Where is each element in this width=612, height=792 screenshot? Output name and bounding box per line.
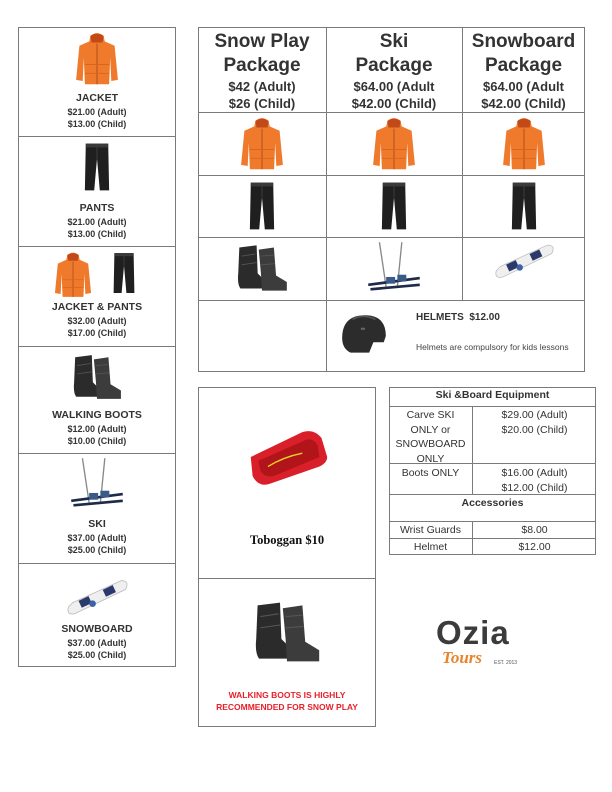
price-adult: $16.00 (Adult) bbox=[501, 467, 568, 479]
boots-image bbox=[235, 241, 289, 295]
snowboard-image bbox=[492, 238, 556, 282]
item-line: ONLY bbox=[416, 452, 445, 465]
logo-sub: Tours bbox=[442, 648, 483, 667]
package-header-snowboard bbox=[462, 30, 585, 112]
package-price-adult: $64.00 (Adult bbox=[483, 79, 564, 94]
package-price-child: $26 (Child) bbox=[228, 96, 296, 111]
item-price-child: $25.00 (Child) bbox=[67, 650, 127, 660]
boots-recommendation bbox=[198, 689, 376, 713]
helmets-title bbox=[416, 312, 500, 323]
item-label: WALKING BOOTS bbox=[52, 409, 142, 421]
item-line: ONLY or bbox=[410, 423, 451, 436]
toboggan-image bbox=[245, 428, 331, 486]
item-pants bbox=[18, 137, 176, 247]
pants-image bbox=[248, 179, 276, 233]
equipment-title: Ski &Board Equipment bbox=[435, 389, 550, 401]
helmet-image bbox=[338, 311, 390, 359]
price-adult: $29.00 (Adult) bbox=[501, 409, 568, 421]
item-price-adult: $37.00 (Adult) bbox=[67, 638, 127, 648]
ski-image bbox=[366, 240, 422, 296]
jacket-image bbox=[75, 31, 119, 87]
item-line: Carve SKI bbox=[406, 409, 455, 421]
pants-image bbox=[112, 251, 136, 295]
boots-image bbox=[71, 351, 123, 403]
item-price-child: $13.00 (Child) bbox=[67, 119, 127, 129]
item-price-child: $17.00 (Child) bbox=[67, 328, 127, 338]
helmets-price: $12.00 bbox=[469, 312, 500, 323]
item-price-adult: $37.00 (Adult) bbox=[67, 533, 127, 543]
item-label: JACKET & PANTS bbox=[51, 301, 143, 313]
price-child: $12.00 (Child) bbox=[501, 481, 568, 494]
package-price-adult: $64.00 (Adult bbox=[353, 79, 435, 94]
item-price-child: $25.00 (Child) bbox=[67, 545, 127, 555]
package-title: Snow Play bbox=[214, 31, 310, 52]
logo-est: EST. 2013 bbox=[494, 660, 518, 666]
toboggan-label: Toboggan $10 bbox=[249, 533, 325, 547]
accessory-price: $8.00 bbox=[521, 524, 548, 536]
item-price-adult: $32.00 (Adult) bbox=[67, 316, 127, 326]
package-price-child: $42.00 (Child) bbox=[481, 96, 566, 111]
boots-note-line2: RECOMMENDED FOR SNOW PLAY bbox=[216, 702, 358, 712]
pants-image bbox=[83, 141, 111, 193]
item-ski bbox=[18, 454, 176, 564]
accessories-title: Accessories bbox=[461, 497, 524, 509]
item-label: SKI bbox=[88, 518, 106, 530]
jacket-image bbox=[240, 116, 284, 172]
item-price-adult: $12.00 (Adult) bbox=[67, 424, 127, 434]
package-title: Package bbox=[223, 55, 301, 76]
package-header-snow-play bbox=[198, 30, 326, 112]
ozia-tours-logo bbox=[436, 614, 526, 680]
package-price-child: $42.00 (Child) bbox=[351, 96, 437, 111]
item-price-adult: $21.00 (Adult) bbox=[67, 217, 127, 227]
jacket-image bbox=[54, 251, 92, 299]
logo-word: Ozia bbox=[436, 614, 510, 651]
item-jacket-pants bbox=[18, 247, 176, 347]
equipment-item bbox=[389, 466, 472, 481]
item-snowboard bbox=[18, 564, 176, 667]
item-price-child: $10.00 (Child) bbox=[67, 436, 127, 446]
package-price-adult: $42 (Adult) bbox=[228, 79, 296, 94]
equipment-price bbox=[473, 408, 596, 437]
jacket-image bbox=[372, 116, 416, 172]
package-title: Package bbox=[484, 55, 563, 76]
accessory-item: Wrist Guards bbox=[399, 524, 462, 536]
package-title: Ski bbox=[379, 31, 409, 52]
accessory-item: Helmet bbox=[413, 541, 448, 553]
helmets-note: Helmets are compulsory for kids lessons bbox=[416, 342, 569, 352]
item-jacket bbox=[18, 27, 176, 137]
boots-image bbox=[252, 597, 322, 667]
item-price-child: $13.00 (Child) bbox=[67, 229, 127, 239]
item-line: Boots ONLY bbox=[401, 467, 460, 479]
boots-note-line1: WALKING BOOTS IS HIGHLY bbox=[228, 690, 346, 700]
jacket-image bbox=[502, 116, 546, 172]
item-label: SNOWBOARD bbox=[61, 623, 133, 635]
item-price-adult: $21.00 (Adult) bbox=[67, 107, 127, 117]
pants-image bbox=[510, 179, 538, 233]
package-title: Snowboard bbox=[471, 31, 576, 52]
price-child: $20.00 (Child) bbox=[501, 423, 568, 436]
equipment-price bbox=[473, 466, 596, 495]
helmets-label: HELMETS bbox=[416, 312, 464, 323]
equipment-item bbox=[389, 408, 472, 466]
ski-image bbox=[69, 456, 125, 512]
item-line: SNOWBOARD bbox=[395, 438, 466, 450]
item-walking-boots bbox=[18, 347, 176, 454]
package-title: Package bbox=[355, 55, 433, 76]
snowboard-image bbox=[64, 574, 130, 618]
accessory-price: $12.00 bbox=[518, 541, 551, 553]
item-label: JACKET bbox=[75, 92, 118, 104]
item-label: PANTS bbox=[79, 202, 115, 214]
package-header-ski bbox=[326, 30, 462, 112]
pants-image bbox=[380, 179, 408, 233]
